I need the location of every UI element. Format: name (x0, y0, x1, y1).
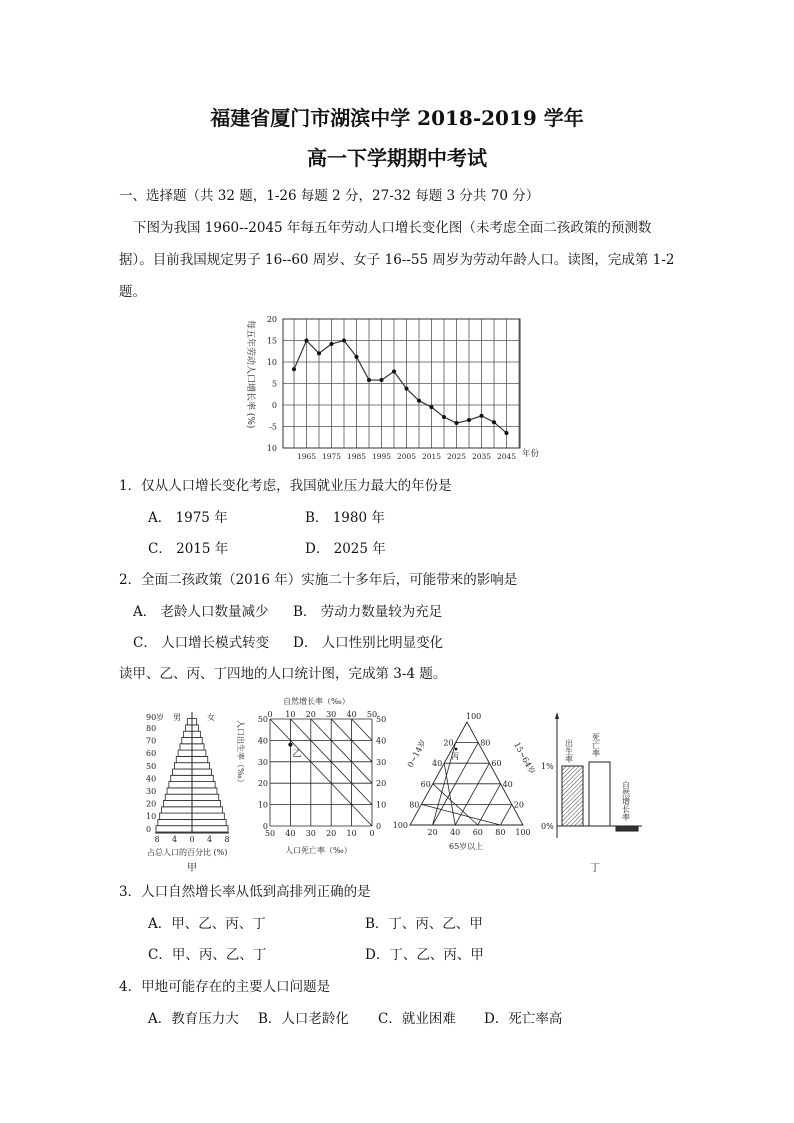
q2-option-c: C． 人口增长模式转变 (133, 635, 270, 651)
ternary-bing (393, 712, 538, 851)
q1-option-d: D． 2025 年 (305, 541, 386, 557)
yi-top-tick: 30 (326, 710, 337, 719)
pyramid-x-tick: 4 (171, 835, 178, 844)
grid-line (444, 763, 455, 825)
age-tick: 60 (146, 749, 157, 759)
right-tick: 80 (480, 738, 491, 748)
bottom-axis-label: 65岁以上 (449, 842, 484, 851)
left-tick: 40 (432, 759, 443, 769)
bar-label-growth: 自然增长率 (621, 781, 631, 821)
point-bing (455, 748, 458, 751)
yi-right-tick: 30 (376, 757, 387, 767)
x-axis-label: 年份 (522, 449, 540, 459)
yi-right-tick: 20 (376, 779, 387, 789)
y-tick-0pct: 0% (541, 822, 554, 831)
arrow-up-icon (555, 712, 559, 719)
yi-bottom-tick: 40 (285, 829, 296, 838)
yi-bottom-tick: 10 (346, 829, 357, 838)
y-tick-1pct: 1% (541, 762, 554, 771)
bar-natural-growth (616, 826, 638, 831)
age-tick: 40 (146, 774, 157, 784)
q3-option-c: C．甲、丙、乙、丁 (148, 947, 267, 963)
q4-option-d: D．死亡率高 (484, 1011, 563, 1027)
yi-top-tick: 50 (366, 710, 378, 719)
bar-death-rate (589, 762, 610, 826)
pyramid-x-tick: 8 (154, 835, 160, 844)
bar-label-birth: 出生率 (564, 739, 574, 763)
bar-chart-ding (541, 712, 642, 874)
bar-label-death: 死亡率 (591, 733, 601, 757)
female-label: 女 (207, 713, 215, 722)
yi-bottom-tick: 0 (369, 829, 375, 838)
pyramid-jia (146, 712, 230, 874)
q4-option-c: C．就业困难 (378, 1011, 456, 1027)
left-tick: 20 (443, 738, 454, 748)
pyramid-x-tick: 0 (189, 835, 195, 844)
yi-right-tick: 0 (376, 822, 382, 831)
q4-option-a: A．教育压力大 (148, 1011, 239, 1027)
page-title: 福建省厦门市湖滨中学 2018-2019 学年 (210, 106, 584, 130)
pyramid-x-tick: 4 (206, 835, 213, 844)
intro-line: 下图为我国 1960--2045 年每五年劳动人口增长变化图（未考虑全面二孩政策的预测数 (133, 220, 652, 236)
growth-diagonal (270, 719, 372, 826)
q2-option-a: A． 老龄人口数量减少 (133, 604, 269, 620)
yi-top-label: 自然增长率（‰） (283, 697, 350, 706)
right-tick: 60 (491, 759, 502, 769)
yi-right-tick: 10 (376, 800, 387, 810)
x-tick-label: 2045 (496, 452, 517, 461)
yi-left-tick: 10 (257, 800, 268, 810)
age-tick: 30 (146, 787, 157, 796)
point-yi-label: 乙 (292, 749, 302, 760)
right-tick: 20 (513, 800, 524, 810)
page-subtitle: 高一下学期期中考试 (307, 146, 487, 170)
bottom-tick: 40 (450, 828, 461, 837)
question-1: 1．仅从人口增长变化考虑，我国就业压力最大的年份是 (119, 478, 452, 494)
question-2: 2．全面二孩政策（2016 年）实施二十多年后，可能带来的影响是 (119, 572, 518, 588)
y-tick-label: 5 (271, 379, 277, 389)
grid-line (455, 763, 489, 825)
yi-left-tick: 0 (262, 822, 268, 831)
y-tick-label: 10 (266, 444, 277, 453)
age-label: 90岁 (146, 713, 165, 722)
pyramid-x-label: 占总人口的百分比 (%) (147, 848, 228, 857)
rate-grid-yi (236, 696, 386, 855)
q3-option-b: B．丁、丙、乙、甲 (365, 916, 483, 932)
yi-bottom-tick: 20 (326, 829, 337, 838)
q3-option-a: A．甲、乙、丙、丁 (148, 916, 266, 932)
yi-left-tick: 30 (257, 757, 268, 767)
yi-top-tick: 20 (305, 710, 316, 719)
bottom-tick: 20 (427, 828, 438, 837)
q2-option-d: D． 人口性别比明显变化 (293, 635, 444, 651)
left-tick: 100 (392, 821, 408, 830)
q3-option-d: D．丁、乙、丙、甲 (365, 947, 484, 963)
yi-x-label: 人口死亡率（‰） (285, 846, 352, 855)
right-axis-label: 15~64岁 (512, 740, 537, 776)
q1-option-a: A． 1975 年 (148, 510, 228, 526)
male-label: 男 (173, 713, 181, 722)
yi-y-label: 人口出生率（‰） (236, 720, 245, 787)
grid-line (500, 804, 511, 825)
triangle-frame (410, 722, 523, 825)
age-tick: 10 (146, 812, 157, 822)
yi-left-tick: 20 (257, 779, 268, 789)
question-3: 3．人口自然增长率从低到高排列正确的是 (119, 884, 371, 900)
age-tick: 20 (146, 799, 157, 809)
x-tick-label: 1985 (346, 452, 367, 461)
y-tick-label: 10 (266, 358, 277, 367)
growth-diagonal (311, 719, 372, 783)
y-tick-label: 0 (271, 401, 277, 410)
left-tick: 80 (409, 800, 420, 810)
x-tick-label: 2035 (471, 452, 492, 461)
intro-line: 题。 (119, 284, 146, 300)
yi-right-tick: 50 (376, 715, 387, 724)
point-bing-label: 丙 (451, 752, 459, 761)
pyramid-x-tick: 8 (224, 835, 230, 844)
age-tick: 50 (146, 761, 157, 771)
bottom-tick: 100 (515, 828, 531, 837)
yi-top-tick: 10 (285, 710, 296, 719)
yi-bottom-tick: 50 (264, 829, 276, 838)
yi-left-tick: 50 (257, 715, 268, 724)
y-tick-label: 20 (266, 315, 277, 324)
age-tick: 0 (146, 824, 152, 834)
x-tick-label: 2015 (421, 452, 442, 461)
x-tick-label: 2005 (396, 452, 417, 461)
age-tick: 80 (146, 724, 157, 733)
yi-top-tick: 40 (346, 710, 357, 719)
q1-option-b: B． 1980 年 (305, 510, 385, 526)
x-tick-label: 1965 (296, 452, 317, 461)
section-heading: 一、选择题（共 32 题，1-26 每题 2 分，27-32 每题 3 分共 70 分） (119, 188, 540, 204)
q1-option-c: C． 2015 年 (148, 541, 229, 557)
bottom-tick: 80 (495, 828, 506, 837)
yi-right-tick: 40 (376, 736, 387, 746)
left-axis-label: 0~14岁 (405, 738, 428, 769)
growth-diagonal (352, 719, 372, 740)
age-tick: 70 (146, 736, 157, 746)
bar-birth-rate (562, 766, 583, 826)
bottom-tick: 60 (472, 828, 483, 837)
caption-jia: 甲 (187, 863, 197, 874)
caption-ding: 丁 (590, 863, 600, 874)
yi-left-tick: 40 (257, 736, 268, 746)
y-tick-label: 15 (266, 336, 277, 346)
intro-2: 读甲、乙、丙、丁四地的人口统计图，完成第 3-4 题。 (119, 666, 447, 682)
x-tick-label: 2025 (446, 452, 467, 461)
y-axis-label: 每五年劳动人口增长率 (%) (245, 320, 255, 429)
yi-bottom-tick: 30 (305, 829, 316, 838)
apex-label: 100 (466, 712, 482, 721)
y-tick-label: -5 (269, 422, 277, 432)
intro-line: 据）。目前我国规定男子 16--60 周岁、女子 16--55 周岁为劳动年龄人口。读图，完成第 1-2 (119, 252, 675, 268)
question-4: 4．甲地可能存在的主要人口问题是 (119, 979, 331, 995)
yi-top-tick: 0 (267, 710, 273, 719)
q4-option-b: B．人口老龄化 (258, 1011, 349, 1027)
left-tick: 60 (420, 779, 431, 789)
point-yi (288, 743, 292, 747)
q2-option-b: B． 劳动力数量较为充足 (293, 604, 443, 620)
right-tick: 40 (502, 779, 513, 789)
x-tick-label: 1975 (321, 452, 342, 461)
x-tick-label: 1995 (371, 452, 392, 461)
